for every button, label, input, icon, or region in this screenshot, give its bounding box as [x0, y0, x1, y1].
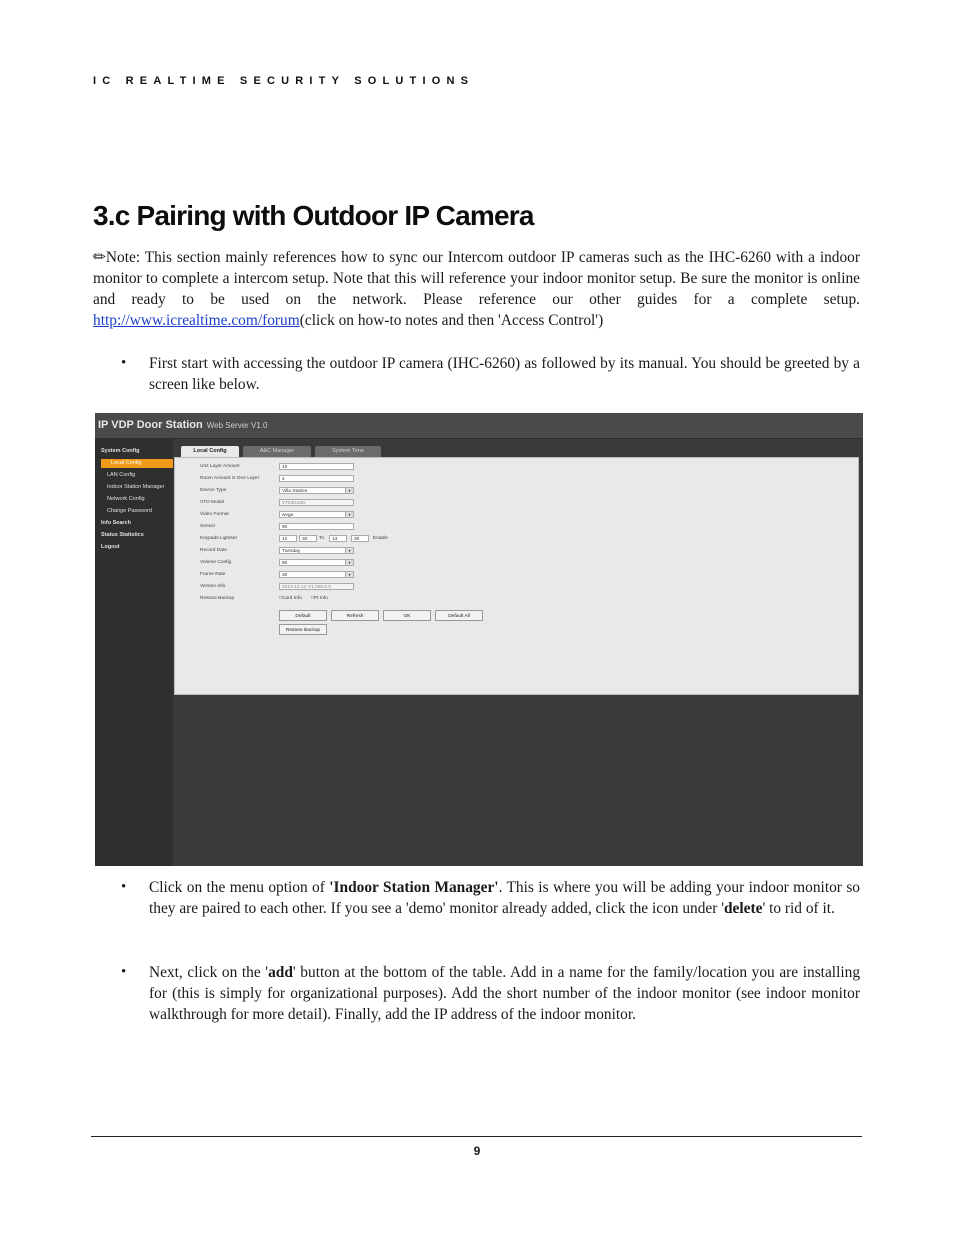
note-paragraph [93, 247, 860, 331]
field-label: Device Type [200, 488, 227, 493]
note-text: Note: This section mainly references how to sync our Intercom outdoor IP cameras such as the IHC-6260 with a indoor monitor to complete a intercom setup. Note that this will reference your indoor monitor setup. Be sure the monitor is online and ready to be used on the network. Please reference our other guides for a complete setup. [93, 249, 860, 308]
default-all-button[interactable]: Default All [435, 610, 483, 621]
chevron-down-icon: ▾ [345, 572, 353, 577]
tab-system-time[interactable]: System Time [315, 446, 381, 457]
version-info-input: 2013-12-12 V1.000.0.0 [279, 583, 354, 590]
room-amount-input[interactable]: 4 [279, 475, 354, 482]
card-info-checkbox[interactable]: □Card Info [279, 596, 302, 601]
note-after-link: (click on how-to notes and then 'Access Control') [299, 312, 604, 329]
chevron-down-icon: ▾ [345, 488, 353, 493]
video-format-select[interactable]: wvga ▾ [279, 511, 354, 518]
nav-lan-config[interactable]: LAN Config [107, 472, 136, 478]
ok-button[interactable]: OK [383, 610, 431, 621]
nav-change-password[interactable]: Change Password [107, 508, 152, 514]
unit-layer-input[interactable]: 10 [279, 463, 354, 470]
indoor-station-manager-emphasis: 'Indoor Station Manager' [329, 879, 499, 896]
keypad-hour-end[interactable]: 14 [329, 535, 347, 542]
nav-indoor-station-manager[interactable]: Indoor Station Manager [107, 484, 165, 490]
field-label: Keypads Lightset [200, 536, 237, 541]
frame-rate-select[interactable]: 30 ▾ [279, 571, 354, 578]
volume-select[interactable]: 80 ▾ [279, 559, 354, 566]
nav-logout[interactable]: Logout [101, 544, 120, 550]
field-label: Unit Layer Amount [200, 464, 240, 469]
field-label: Version Info [200, 584, 226, 589]
pt-info-checkbox[interactable]: □Pt Info [311, 596, 328, 601]
record-date-select[interactable]: Tuesday ▾ [279, 547, 354, 554]
footer-divider [91, 1136, 862, 1137]
field-label: VTO Model [200, 500, 225, 505]
bullet-dot: • [121, 964, 127, 980]
forum-link[interactable]: http://www.icrealtime.com/forum [93, 312, 300, 329]
keypad-to-label: To [319, 536, 325, 541]
delete-emphasis: delete [723, 900, 763, 917]
document-header: IC REALTIME SECURITY SOLUTIONS [93, 75, 475, 87]
nav-network-config[interactable]: Network Config [107, 496, 145, 502]
chevron-down-icon: ▾ [345, 560, 353, 565]
tab-local-config[interactable]: Local Config [181, 446, 239, 457]
field-label: Video Format [200, 512, 229, 517]
web-header-bar [95, 413, 863, 439]
page-number: 9 [473, 1144, 481, 1158]
field-label: Room Amount in One Layer [200, 476, 260, 481]
device-type-select[interactable]: Villa Station ▾ [279, 487, 354, 494]
bullet-dot: • [121, 355, 127, 371]
nav-local-config[interactable]: Local Config [101, 459, 173, 468]
bullet-item [93, 877, 860, 919]
field-label: Record Date [200, 548, 227, 553]
sensor-input[interactable]: 90 [279, 523, 354, 530]
restore-backup-button[interactable]: Restore Backup [279, 624, 327, 635]
add-emphasis: add [268, 964, 293, 981]
keypad-min-start[interactable]: 30 [299, 535, 317, 542]
web-sidebar [95, 439, 173, 866]
field-label: Sensor [200, 524, 216, 529]
nav-status-statistics[interactable]: Status Statistics [101, 532, 144, 538]
bullet-text: Next, click on the 'add' button at the bottom of the table. Add in a name for the family/location you are installing for (this is simply for organizational purposes). Add the short number of the indoor monitor (see indoor monitor walkthrough for more detail). Finally, add the IP address of the indoor monitor. [149, 964, 861, 1023]
default-button[interactable]: Default [279, 610, 327, 621]
nav-info-search[interactable]: Info Search [101, 520, 131, 526]
field-label: Volume Config [200, 560, 232, 565]
local-config-panel [174, 457, 859, 695]
chevron-down-icon: ▾ [345, 512, 353, 517]
bullet-text: Click on the menu option of 'Indoor Station Manager'. This is where you will be adding your indoor monitor so they are paired to each other. If you see a 'demo' monitor already added, click the icon under 'delete' to rid of it. [149, 879, 860, 917]
nav-system-config[interactable]: System Config [101, 448, 140, 454]
section-title: 3.c Pairing with Outdoor IP Camera [93, 200, 534, 231]
bullet-item [93, 353, 860, 395]
chevron-down-icon: ▾ [345, 548, 353, 553]
keypad-enable-checkbox[interactable]: Enable [373, 536, 388, 541]
web-title: IP VDP Door Station Web Server V1.0 [98, 419, 268, 431]
field-label: Frame Rate [200, 572, 226, 577]
tab-ac-manager[interactable]: A&C Manager [243, 446, 311, 457]
keypad-min-end[interactable]: 30 [351, 535, 369, 542]
door-station-screenshot [95, 413, 863, 866]
refresh-button[interactable]: Refresh [331, 610, 379, 621]
field-label: Restore Backup [200, 596, 235, 601]
pencil-icon: ✏︎ [93, 249, 106, 266]
bullet-dot: • [121, 879, 127, 895]
bullet-text: First start with accessing the outdoor IP camera (IHC-6260) as followed by its manual. You should be greeted by a screen like below. [149, 355, 860, 393]
bullet-item [93, 962, 860, 1025]
vto-model-input: VTO6110D [279, 499, 354, 506]
keypad-hour-start[interactable]: 12 [279, 535, 297, 542]
